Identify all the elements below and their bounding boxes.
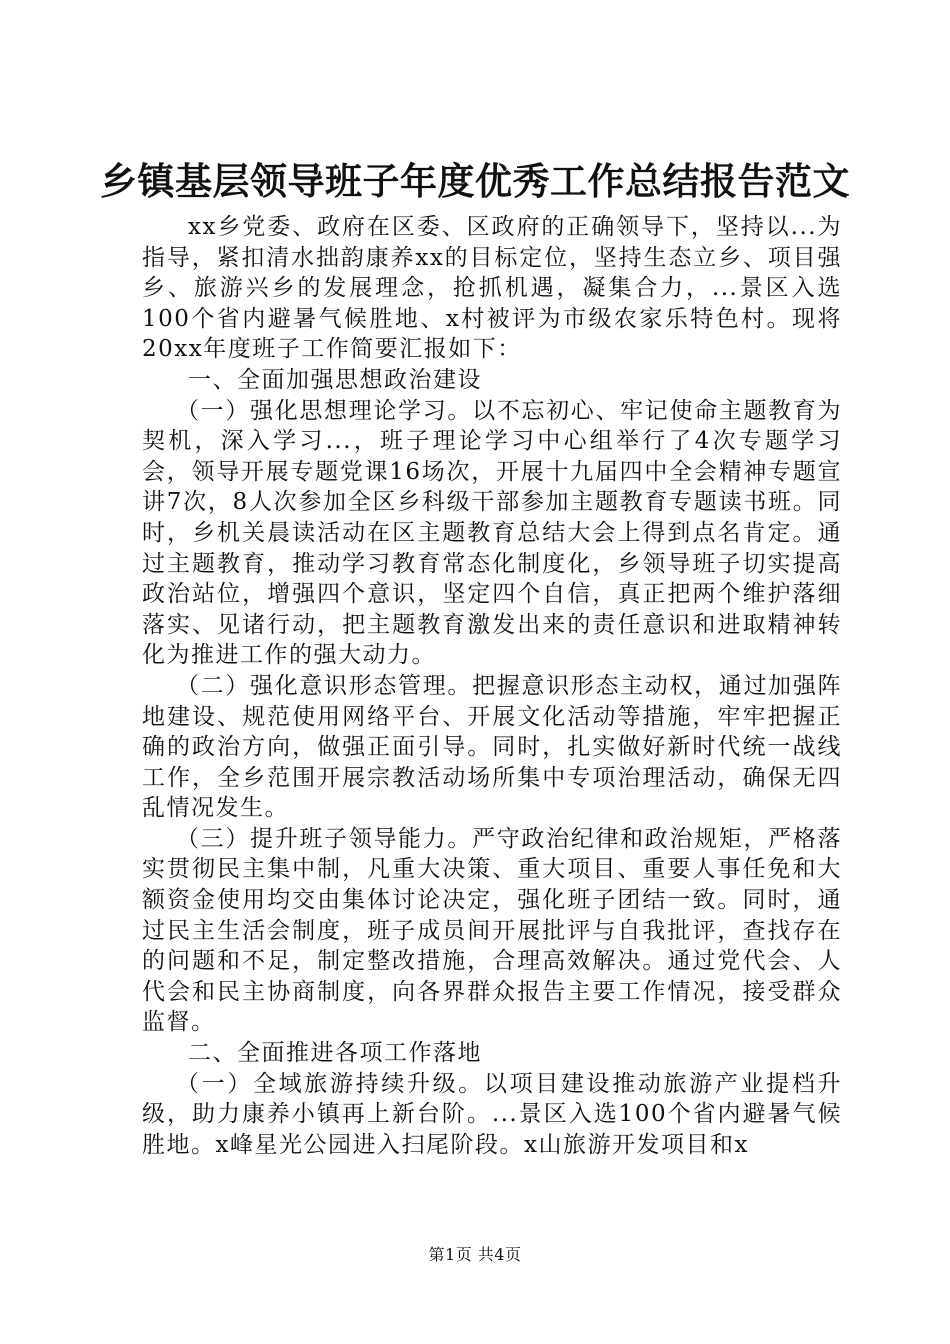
subsection-paragraph-1-1: （一）强化思想理论学习。以不忘初心、牢记使命主题教育为契机，深入学习...，班子理论学习中心组举行了4次专题学习会，领导开展专题党课16场次，开展十九届四中全会精神专题宣讲7次，8人次参加全区乡科级干部参加主题教育专题读书班。同时，乡机关晨读活动在区主题教育总结大会上得到点名肯定。通过主题教育，推动学习教育常态化制度化，乡领导班子切实提高政治站位，增强四个意识，坚定四个自信，真正把两个维护落细落实、见诸行动，把主题教育激发出来的责任意识和进取精神转化为推进工作的强大动力。 [142, 397, 842, 669]
document-body [142, 212, 842, 1160]
intro-paragraph: xx乡党委、政府在区委、区政府的正确领导下，坚持以...为指导，紧扣清水拙韵康养xx的目标定位，坚持生态立乡、项目强乡、旅游兴乡的发展理念，抢抓机遇，凝集合力，...景区入选100个省内避暑气候胜地、x村被评为市级农家乐特色村。现将20xx年度班子工作简要汇报如下： [142, 214, 842, 363]
section-heading-1: 一、全面加强思想政治建设 [188, 366, 482, 393]
section-heading-2: 二、全面推进各项工作落地 [188, 1040, 482, 1067]
page-number-footer: 第1页 共4页 [428, 1245, 522, 1264]
document-title: 乡镇基层领导班子年度优秀工作总结报告范文 [100, 160, 850, 203]
subsection-paragraph-1-3: （三）提升班子领导能力。严守政治纪律和政治规矩，严格落实贯彻民主集中制，凡重大决策、重大项目、重要人事任免和大额资金使用均交由集体讨论决定，强化班子团结一致。同时，通过民主生活会制度，班子成员间开展批评与自我批评，查找存在的问题和不足，制定整改措施，合理高效解决。通过党代会、人代会和民主协商制度，向各界群众报告主要工作情况，接受群众监督。 [142, 825, 842, 1036]
subsection-paragraph-1-2: （二）强化意识形态管理。把握意识形态主动权，通过加强阵地建设、规范使用网络平台、开展文化活动等措施，牢牢把握正确的政治方向，做强正面引导。同时，扎实做好新时代统一战线工作，全乡范围开展宗教活动场所集中专项治理活动，确保无四乱情况发生。 [142, 672, 842, 822]
subsection-paragraph-2-1: （一）全域旅游持续升级。以项目建设推动旅游产业提档升级，助力康养小镇再上新台阶。...景区入选100个省内避暑气候胜地。x峰星光公园进入扫尾阶段。x山旅游开发项目和x [142, 1070, 842, 1158]
